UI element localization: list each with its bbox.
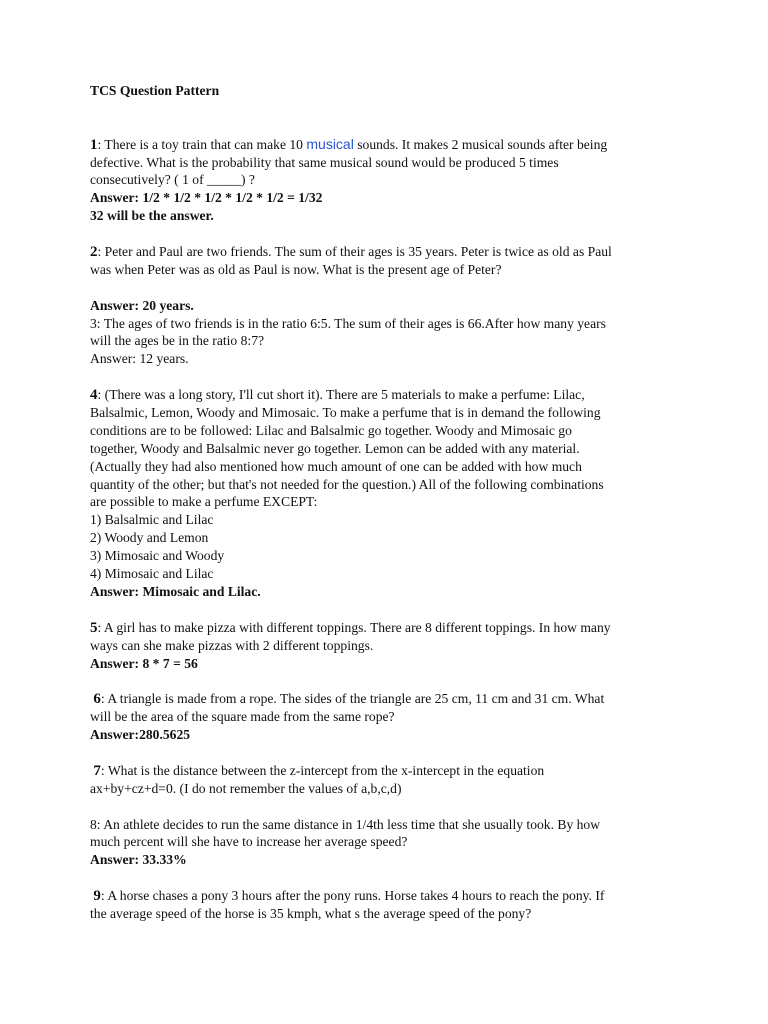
- question-5-line-2: ways can she make pizzas with 2 different toppings.: [90, 637, 374, 653]
- question-5-number: 5: [90, 619, 98, 636]
- question-4-line-3: conditions are to be followed: Lilac and Balsalmic go together. Woody and Mimosaic go: [90, 422, 572, 438]
- question-4-option-2: 2) Woody and Lemon: [90, 530, 209, 546]
- question-6-number: 6: [93, 691, 101, 708]
- question-7: [90, 762, 680, 798]
- question-3-line-1: 3: The ages of two friends is in the ratio 6:5. The sum of their ages is 66.After how many years: [90, 315, 606, 331]
- question-4-option-4: 4) Mimosaic and Lilac: [90, 566, 214, 582]
- question-7-line-2: ax+by+cz+d=0. (I do not remember the values of a,b,c,d): [90, 780, 402, 796]
- question-9-line-1: [90, 887, 680, 905]
- question-8: [90, 816, 680, 870]
- question-3-line-2: will the ages be in the ratio 8:7?: [90, 333, 265, 349]
- question-4-option-3: 3) Mimosaic and Woody: [90, 548, 225, 564]
- question-3: [90, 315, 680, 369]
- question-4-text: : (There was a long story, I'll cut short it). There are 5 materials to make a perfume: Lilac,: [97, 387, 585, 403]
- question-1-answer-note: 32 will be the answer.: [90, 208, 214, 224]
- question-2-line-2: was when Peter was as old as Paul is now. What is the present age of Peter?: [90, 261, 502, 277]
- question-3-answer: Answer: 12 years.: [90, 351, 189, 367]
- question-4-line-1: [90, 386, 680, 404]
- question-4-line-4: together, Woody and Balsalmic never go together. Lemon can be added with any material.: [90, 440, 580, 456]
- question-6-line-1: [90, 690, 680, 708]
- question-5-text: : A girl has to make pizza with different toppings. There are 8 different toppings. In how many: [97, 619, 611, 635]
- question-4-option-1: 1) Balsalmic and Lilac: [90, 512, 214, 528]
- question-7-number: 7: [93, 762, 101, 779]
- question-4-line-2: Balsalmic, Lemon, Woody and Mimosaic. To make a perfume that is in demand the following: [90, 405, 601, 421]
- question-4-line-7: are possible to make a perfume EXCEPT:: [90, 494, 318, 510]
- question-6-answer: Answer:280.5625: [90, 727, 191, 743]
- question-2-line-1: [90, 243, 680, 261]
- question-9-text: : A horse chases a pony 3 hours after the pony runs. Horse takes 4 hours to reach the pony. If: [100, 888, 605, 904]
- question-2-number: 2: [90, 244, 98, 261]
- question-7-line-1: [90, 762, 680, 780]
- document-page: [90, 82, 680, 923]
- question-7-text: : What is the distance between the z-intercept from the x-intercept in the equation: [100, 762, 545, 778]
- question-1-line-3: consecutively? ( 1 of _____) ?: [90, 172, 255, 188]
- question-2-answer: Answer: 20 years.: [90, 297, 194, 313]
- question-9: [90, 887, 680, 923]
- question-6: [90, 690, 680, 744]
- question-8-line-1: 8: An athlete decides to run the same distance in 1/4th less time that she usually took. By how: [90, 816, 601, 832]
- document-title: TCS Question Pattern: [90, 83, 220, 98]
- question-4-line-6: quantity of the other; but that's not needed for the question.) All of the following combinations: [90, 476, 604, 492]
- question-9-number: 9: [93, 888, 101, 905]
- question-4-line-5: (Actually they had also mentioned how much amount of one can be added with how much: [90, 458, 582, 474]
- question-8-answer: Answer: 33.33%: [90, 852, 187, 868]
- musical-link[interactable]: musical: [306, 135, 354, 152]
- question-4-answer: Answer: Mimosaic and Lilac.: [90, 583, 261, 599]
- question-2: [90, 243, 680, 315]
- question-1-answer: Answer: 1/2 * 1/2 * 1/2 * 1/2 * 1/2 = 1/32: [90, 190, 323, 206]
- question-1-line-2: defective. What is the probability that same musical sound would be produced 5 times: [90, 154, 559, 170]
- question-1-line-1: [90, 136, 680, 154]
- question-8-line-2: much percent will she have to increase her average speed?: [90, 834, 408, 850]
- question-9-line-2: the average speed of the horse is 35 kmph, what s the average speed of the pony?: [90, 905, 532, 921]
- question-6-text: : A triangle is made from a rope. The sides of the triangle are 25 cm, 11 cm and 31 cm. What: [100, 691, 605, 707]
- question-4-number: 4: [90, 387, 98, 404]
- question-1-number: 1: [90, 136, 98, 153]
- question-2-text: : Peter and Paul are two friends. The sum of their ages is 35 years. Peter is twice as old as Paul: [97, 244, 612, 260]
- question-5-answer: Answer: 8 * 7 = 56: [90, 655, 198, 671]
- question-4: [90, 386, 680, 601]
- question-1-text-a: : There is a toy train that can make 10: [97, 136, 307, 152]
- question-6-line-2: will be the area of the square made from the same rope?: [90, 709, 395, 725]
- question-1: [90, 136, 680, 225]
- question-5-line-1: [90, 619, 680, 637]
- question-5: [90, 619, 680, 673]
- question-1-text-b: sounds. It makes 2 musical sounds after being: [353, 136, 608, 152]
